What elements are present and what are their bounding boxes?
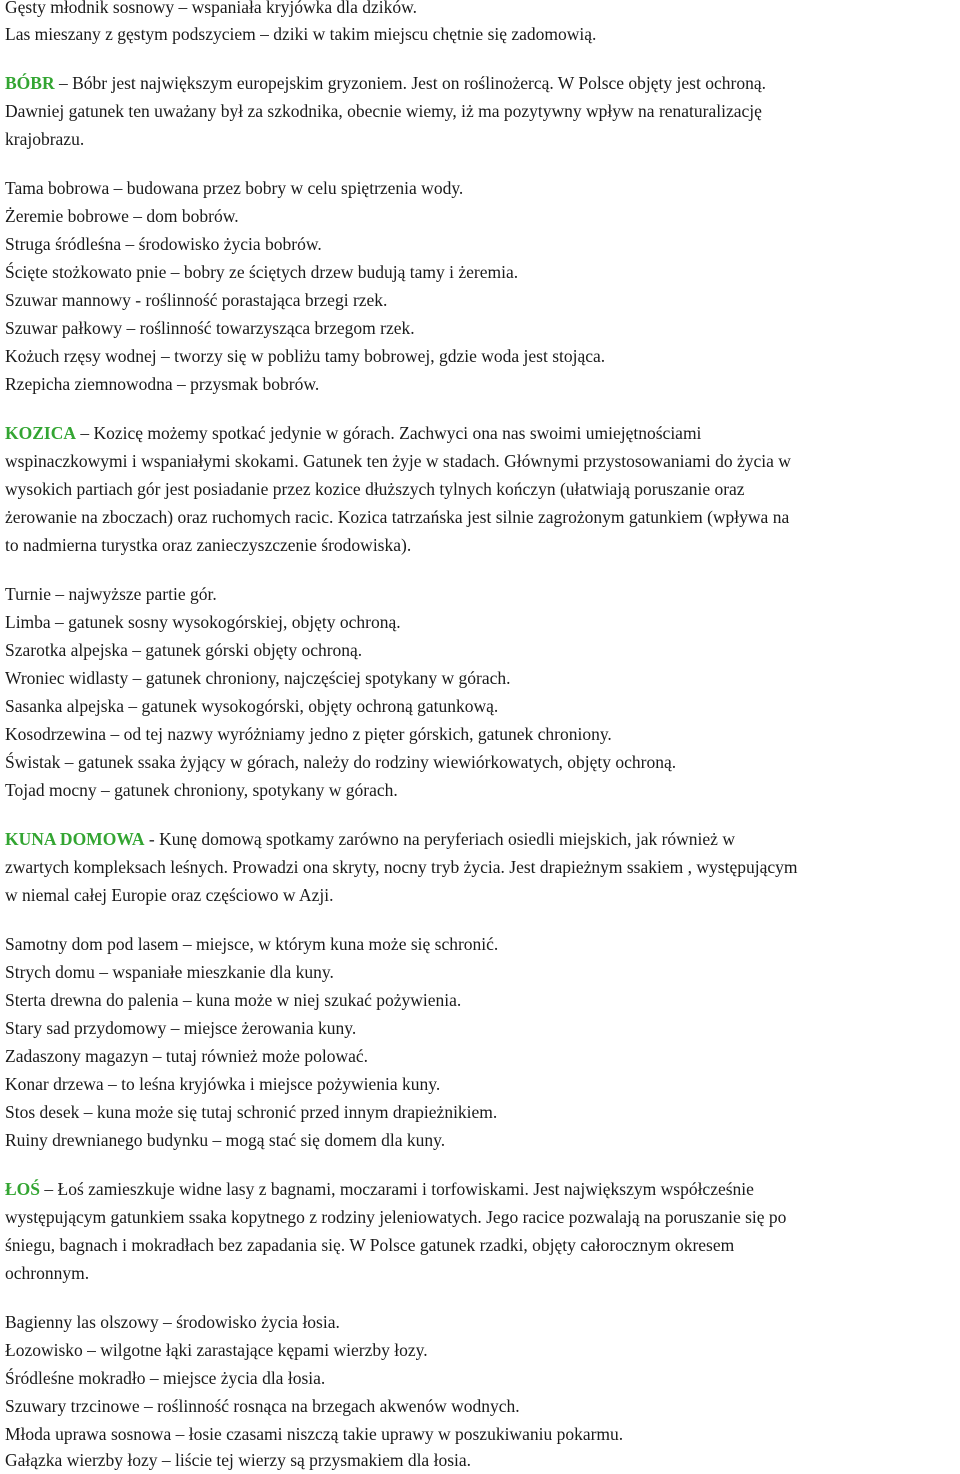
list-item: Struga śródleśna – środowisko życia bobrów. — [5, 234, 322, 254]
list-item: Konar drzewa – to leśna kryjówka i miejsce pożywienia kuny. — [5, 1074, 441, 1094]
list-item: Tojad mocny – gatunek chroniony, spotykany w górach. — [5, 780, 398, 800]
list-item: Szarotka alpejska – gatunek górski objęty ochroną. — [5, 640, 363, 660]
list-item: Tama bobrowa – budowana przez bobry w celu spiętrzenia wody. — [5, 178, 464, 198]
list-item: Śródleśne mokradło – miejsce życia dla łosia. — [5, 1368, 326, 1388]
kuna-description-line-1: KUNA DOMOWA - Kunę domową spotkamy zarówno na peryferiach osiedli miejskich, jak również w — [5, 829, 735, 849]
list-item: Szuwar mannowy - roślinność porastająca brzegi rzek. — [5, 290, 388, 310]
list-item: Stary sad przydomowy – miejsce żerowania kuny. — [5, 1018, 357, 1038]
los-description-line-4: ochronnym. — [5, 1263, 90, 1283]
intro-line-2: Las mieszany z gęstym podszyciem – dziki w takim miejscu chętnie się zadomowią. — [5, 24, 597, 44]
list-item: Sasanka alpejska – gatunek wysokogórski, objęty ochroną gatunkową. — [5, 696, 499, 716]
kozica-description-line-4: żerowanie na zboczach) oraz ruchomych racic. Kozica tatrzańska jest silnie zagrożonym gatunkiem (wpływa na — [5, 507, 790, 527]
kozica-description-line-2: wspinaczkowymi i wspaniałymi skokami. Gatunek ten żyje w stadach. Głównymi przystosowaniami do życia w — [5, 451, 791, 471]
list-item: Świstak – gatunek ssaka żyjący w górach, należy do rodziny wiewiórkowatych, objęty ochroną. — [5, 752, 677, 772]
kozica-description-line-1: KOZICA – Kozicę możemy spotkać jedynie w górach. Zachwyci ona nas swoimi umiejętnościami — [5, 423, 702, 443]
list-item: Gałązka wierzby łozy – liście tej wierzy są przysmakiem dla łosia. — [5, 1450, 472, 1470]
kuna-description-line-2: zwartych kompleksach leśnych. Prowadzi ona skryty, nocny tryb życia. Jest drapieżnym ssakiem , występującym — [5, 857, 798, 877]
bobr-description-line-1: BÓBR – Bóbr jest największym europejskim gryzoniem. Jest on roślinożercą. W Polsce objęty jest ochroną. — [5, 73, 766, 93]
kuna-description-line-3: w niemal całej Europie oraz częściowo w Azji. — [5, 885, 334, 905]
intro-line-1: Gęsty młodnik sosnowy – wspaniała kryjówka dla dzików. — [5, 0, 418, 17]
list-item: Sterta drewna do palenia – kuna może w niej szukać pożywienia. — [5, 990, 462, 1010]
kozica-heading: KOZICA — [5, 423, 76, 443]
bobr-description-line-3: krajobrazu. — [5, 129, 85, 149]
kozica-description-line-5: to nadmierna turystka oraz zanieczyszczenie środowiska). — [5, 535, 412, 555]
list-item: Rzepicha ziemnowodna – przysmak bobrów. — [5, 374, 320, 394]
list-item: Kosodrzewina – od tej nazwy wyróżniamy jedno z pięter górskich, gatunek chroniony. — [5, 724, 612, 744]
kozica-description-line-3: wysokich partiach gór jest posiadanie przez kozice dłuższych tylnych kończyn (ułatwiają poruszanie oraz — [5, 479, 745, 499]
list-item: Ruiny drewnianego budynku – mogą stać się domem dla kuny. — [5, 1130, 446, 1150]
bobr-heading: BÓBR — [5, 73, 55, 93]
list-item: Łozowisko – wilgotne łąki zarastające kępami wierzby łozy. — [5, 1340, 428, 1360]
bobr-description-line-2: Dawniej gatunek ten uważany był za szkodnika, obecnie wiemy, iż ma pozytywny wpływ na renaturalizację — [5, 101, 762, 121]
kuna-heading: KUNA DOMOWA — [5, 829, 145, 849]
list-item: Ścięte stożkowato pnie – bobry ze ściętych drzew budują tamy i żeremia. — [5, 262, 519, 282]
list-item: Młoda uprawa sosnowa – łosie czasami niszczą takie uprawy w poszukiwaniu pokarmu. — [5, 1424, 624, 1444]
list-item: Kożuch rzęsy wodnej – tworzy się w pobliżu tamy bobrowej, gdzie woda jest stojąca. — [5, 346, 606, 366]
los-heading: ŁOŚ — [5, 1179, 41, 1199]
list-item: Limba – gatunek sosny wysokogórskiej, objęty ochroną. — [5, 612, 401, 632]
list-item: Szuwar pałkowy – roślinność towarzysząca brzegom rzek. — [5, 318, 415, 338]
list-item: Żeremie bobrowe – dom bobrów. — [5, 206, 239, 226]
list-item: Wroniec widlasty – gatunek chroniony, najczęściej spotykany w górach. — [5, 668, 511, 688]
list-item: Szuwary trzcinowe – roślinność rosnąca na brzegach akwenów wodnych. — [5, 1396, 520, 1416]
list-item: Turnie – najwyższe partie gór. — [5, 584, 217, 604]
los-description-line-3: śniegu, bagnach i mokradłach bez zapadania się. W Polsce gatunek rzadki, objęty całorocznym okresem — [5, 1235, 735, 1255]
los-description-line-1: ŁOŚ – Łoś zamieszkuje widne lasy z bagnami, moczarami i torfowiskami. Jest największym współcześnie — [5, 1179, 754, 1199]
los-description-line-2: występującym gatunkiem ssaka kopytnego z rodziny jeleniowatych. Jego racice pozwalają na poruszanie się po — [5, 1207, 787, 1227]
list-item: Bagienny las olszowy – środowisko życia łosia. — [5, 1312, 340, 1332]
list-item: Zadaszony magazyn – tutaj również może polować. — [5, 1046, 368, 1066]
list-item: Strych domu – wspaniałe mieszkanie dla kuny. — [5, 962, 334, 982]
list-item: Samotny dom pod lasem – miejsce, w którym kuna może się schronić. — [5, 934, 499, 954]
list-item: Stos desek – kuna może się tutaj schronić przed innym drapieżnikiem. — [5, 1102, 498, 1122]
